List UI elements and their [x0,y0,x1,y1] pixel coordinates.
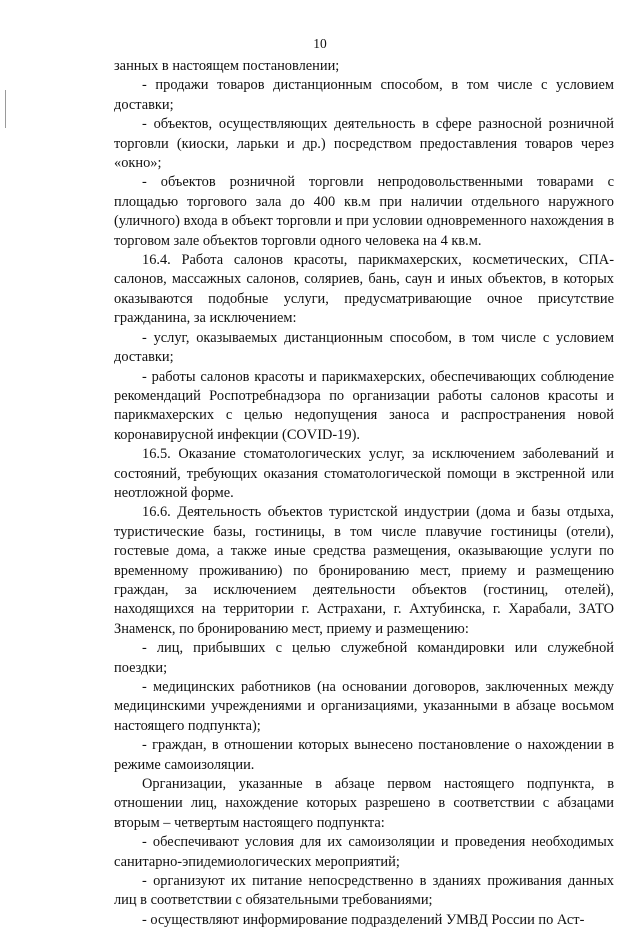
paragraph-self-isolation: - граждан, в отношении которых вынесено постановление о нахождении в режиме самоизоляции. [114,737,614,773]
document-body [114,57,614,930]
paragraph-16-5: 16.5. Оказание стоматологических услуг, за исключением заболеваний и состояний, требующих оказания стоматологической помощи в экстренной или неотложной форме. [114,446,614,501]
page-number: 10 [313,36,327,51]
paragraph-business-trips: - лиц, прибывших с целью служебной командировки или служебной поездки; [114,640,614,676]
paragraph-kiosks: - объектов, осуществляющих деятельность в сфере разносной розничной торговли (киоски, ларьки и др.) посредством предоставления товаров через «окно»; [114,116,614,172]
paragraph-remote-sales: - продажи товаров дистанционным способом, в том числе с условием доставки; [114,77,614,113]
paragraph-medical-workers: - медицинских работников (на основании договоров, заключенных между медицинскими учреждениями и организациями, указанными в абзаце восьмом настоящего подпункта); [114,679,614,734]
paragraph-continuation: занных в настоящем постановлении; [114,58,340,74]
paragraph-organizations: Организации, указанные в абзаце первом настоящего подпункта, в отношении лиц, нахождение которых разрешено в соответствии с абзацами вторым – четвертым настоящего подпункта: [114,776,614,831]
paragraph-16-4: 16.4. Работа салонов красоты, парикмахерских, косметических, СПА-салонов, массажных салонов, соляриев, бань, саун и иных объектов, в которых оказываются подобные услуги, предусматривающие очное присутствие гражданина, за исключением: [114,252,614,327]
paragraph-meals: - организуют их питание непосредственно в зданиях проживания данных лиц в соответствии с обязательными требованиями; [114,873,614,909]
paragraph-16-6: 16.6. Деятельность объектов туристской индустрии (дома и базы отдыха, туристические базы, гостиницы, в том числе плавучие гостиницы (отели), гостевые дома, а также иные средства размещения, оказывающие услуги по временному проживанию) по бронированию мест, приему и размещению граждан, за исключением деятельности объектов (гостиниц, отелей), находящихся на территории г. Астрахани, г. Ахтубинска, г. Харабали, ЗАТО Знаменск, по бронированию мест, приему и размещению: [114,504,614,637]
paragraph-informing: - осуществляют информирование подразделений УМВД России по Аст- [142,911,585,928]
paragraph-conditions: - обеспечивают условия для их самоизоляции и проведения необходимых санитарно-эпидемиологических мероприятий; [114,834,614,870]
paragraph-remote-services: - услуг, оказываемых дистанционным способом, в том числе с условием доставки; [114,329,614,366]
paragraph-nonfood-retail: - объектов розничной торговли непродовольственными товарами с площадью торгового зала до 400 кв.м при наличии отдельного наружного (уличного) входа в объект торговли и при условии одновременного нахождения в торговом зале объектов торговли одного человека на 4 кв.м. [114,174,614,249]
margin-mark [5,90,6,128]
paragraph-salons-rules: - работы салонов красоты и парикмахерских, обеспечивающих соблюдение рекомендаций Роспотребнадзора по организации работы салонов красоты и парикмахерских с целью недопущения заноса и распространения новой коронавирусной инфекции (COVID-19). [114,368,614,443]
